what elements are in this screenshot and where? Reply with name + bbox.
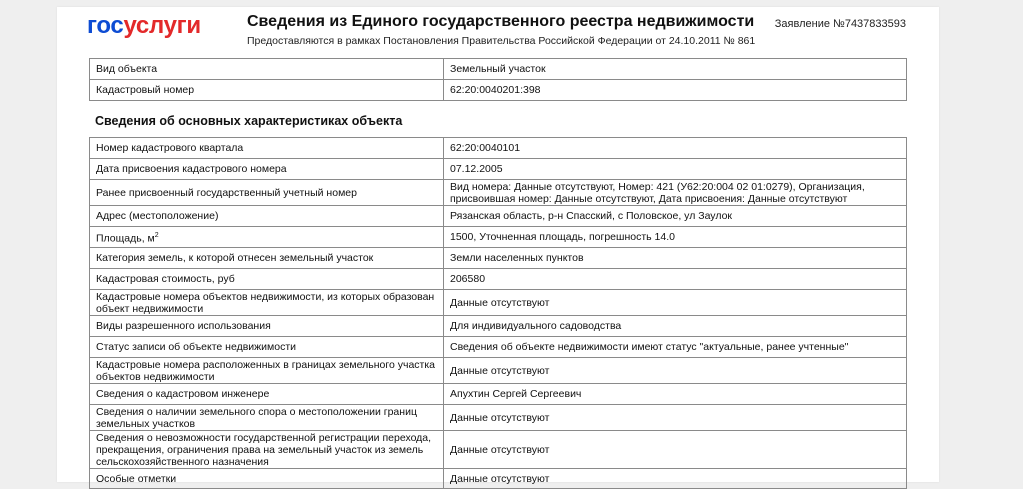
row-label-text: Особые отметки <box>96 472 177 485</box>
row-label-text: Категория земель, к которой отнесен земельный участок <box>96 252 374 264</box>
row-label <box>90 248 444 269</box>
table-row <box>90 227 907 248</box>
row-label-text: Кадастровый номер <box>96 84 195 96</box>
table-row <box>90 337 907 358</box>
table-row <box>90 180 907 206</box>
row-value: Апухтин Сергей Сергеевич <box>444 384 907 405</box>
row-label-text: Кадастровые номера объектов недвижимости, из которых образован объект недвижимости <box>96 290 435 315</box>
row-value: Данные отсутствуют <box>444 405 907 431</box>
application-number: Заявление №7437833593 <box>774 18 906 30</box>
row-label-text: Кадастровая стоимость, руб <box>96 273 235 285</box>
row-label <box>90 59 444 80</box>
row-label <box>90 269 444 290</box>
row-value: Данные отсутствуют <box>444 469 907 489</box>
row-value: Земли населенных пунктов <box>444 248 907 269</box>
table-row <box>90 269 907 290</box>
row-value: 07.12.2005 <box>444 159 907 180</box>
row-label <box>90 337 444 358</box>
row-label-text: Виды разрешенного использования <box>96 320 271 332</box>
row-value: Для индивидуального садоводства <box>444 316 907 337</box>
row-label <box>90 469 444 489</box>
table-row <box>90 138 907 159</box>
row-label <box>90 138 444 159</box>
row-label-text: Дата присвоения кадастрового номера <box>96 163 287 175</box>
row-label-text: Сведения о наличии земельного спора о местоположении границ земельных участков <box>96 405 417 430</box>
characteristics-table <box>89 137 907 489</box>
row-label <box>90 227 444 248</box>
logo-part1: гос <box>87 12 124 39</box>
row-value: 62:20:0040101 <box>444 138 907 159</box>
row-label <box>90 384 444 405</box>
row-label <box>90 180 444 206</box>
document-sheet <box>57 7 939 485</box>
table-row <box>90 405 907 431</box>
row-value: Сведения об объекте недвижимости имеют статус "актуальные, ранее учтенные" <box>444 337 907 358</box>
row-label <box>90 206 444 227</box>
table-row <box>90 290 907 316</box>
table-row <box>90 316 907 337</box>
table-row <box>90 431 907 469</box>
row-label-text: Кадастровые номера расположенных в границах земельного участка объектов недвижимости <box>96 358 436 383</box>
characteristics-body <box>90 138 907 489</box>
logo-part2: услуги <box>123 12 201 39</box>
row-label-text: Сведения о невозможности государственной регистрации перехода, прекращения, ограничения права на земельный участок из земель сельскохозяйственного назначения <box>96 431 432 468</box>
row-value: 206580 <box>444 269 907 290</box>
row-label <box>90 405 444 431</box>
table-row <box>90 206 907 227</box>
row-label-text: Номер кадастрового квартала <box>96 142 244 154</box>
row-value: Рязанская область, р-н Спасский, с Половское, ул Заулок <box>444 206 907 227</box>
row-label-text: Статус записи об объекте недвижимости <box>96 341 297 353</box>
table-row <box>90 384 907 405</box>
gosuslugi-logo <box>87 11 201 41</box>
section-title: Сведения об основных характеристиках объекта <box>95 114 403 128</box>
row-label <box>90 290 444 316</box>
row-value: Вид номера: Данные отсутствуют, Номер: 421 (У62:20:004 02 01:0279), Организация, присвоившая номер: Данные отсутствуют, Дата присвоения: Данные отсутствуют <box>444 180 907 206</box>
row-label <box>90 159 444 180</box>
row-label <box>90 80 444 101</box>
table-row <box>90 59 907 80</box>
row-label <box>90 431 444 469</box>
row-value: Данные отсутствуют <box>444 358 907 384</box>
object-summary-table <box>89 58 907 101</box>
object-summary-body <box>90 59 907 101</box>
row-label-superscript: 2 <box>154 231 159 239</box>
document-subtitle: Предоставляются в рамках Постановления Правительства Российской Федерации от 24.10.2011 № 861 <box>247 35 756 47</box>
row-value: 1500, Уточненная площадь, погрешность 14.0 <box>444 227 907 248</box>
row-label-text: Сведения о кадастровом инженере <box>96 388 270 400</box>
row-value: Данные отсутствуют <box>444 431 907 469</box>
row-value: 62:20:0040201:398 <box>444 80 907 101</box>
row-value: Данные отсутствуют <box>444 290 907 316</box>
table-row <box>90 159 907 180</box>
document-title: Сведения из Единого государственного реестра недвижимости <box>247 13 755 30</box>
table-row <box>90 248 907 269</box>
row-label-text: Адрес (местоположение) <box>96 210 219 222</box>
row-label <box>90 316 444 337</box>
row-label-text: Ранее присвоенный государственный учетный номер <box>96 186 357 199</box>
table-row <box>90 358 907 384</box>
table-row <box>90 80 907 101</box>
row-label <box>90 358 444 384</box>
row-value: Земельный участок <box>444 59 907 80</box>
row-label-text: Площадь, м <box>96 232 155 245</box>
row-label-text: Вид объекта <box>96 63 158 75</box>
table-row <box>90 469 907 489</box>
